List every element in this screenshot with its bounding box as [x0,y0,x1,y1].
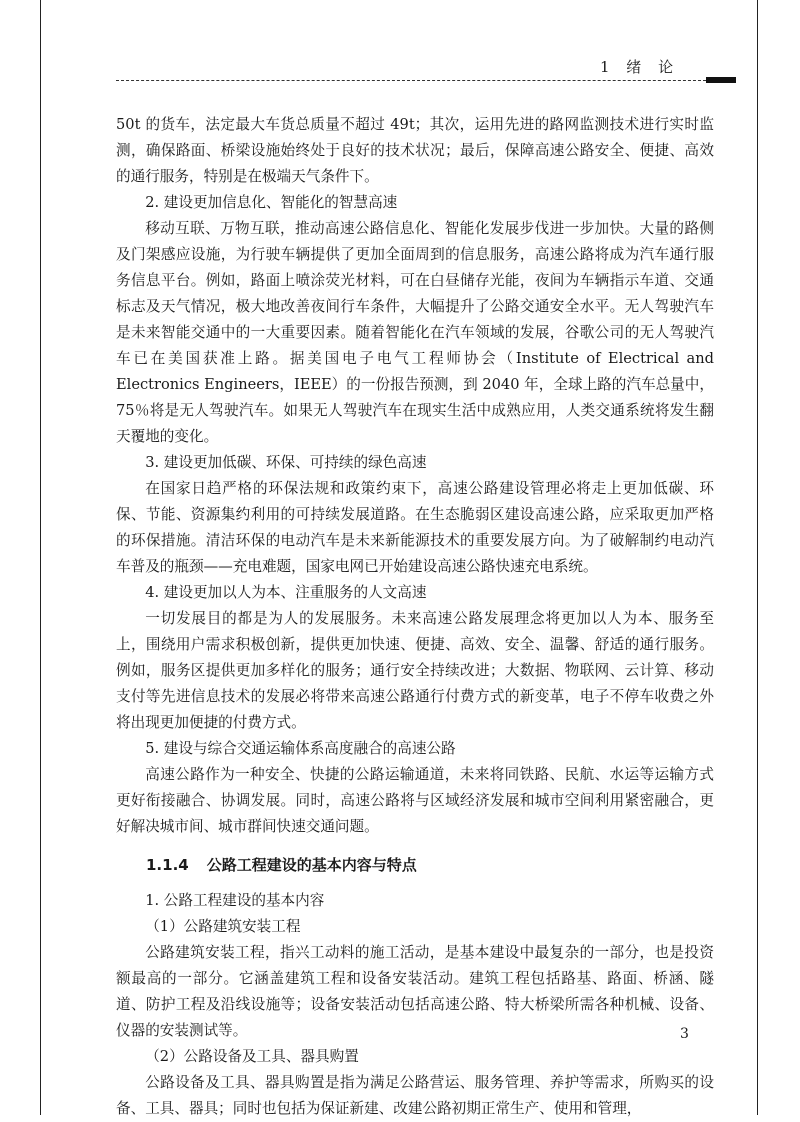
list-heading: 3. 建设更加低碳、环保、可持续的绿色高速 [145,454,427,471]
page-number: 3 [680,1026,689,1042]
subsection-heading: （2）公路设备及工具、器具购置 [145,1048,359,1065]
subsection-heading: （1）公路建筑安装工程 [145,918,301,935]
section-heading [116,850,714,880]
list-heading: 4. 建设更加以人为本、注重服务的人文高速 [145,584,427,601]
subsection-heading: 1. 公路工程建设的基本内容 [145,892,325,909]
list-heading: 2. 建设更加信息化、智能化的智慧高速 [145,194,398,211]
body-text [116,112,714,1122]
paragraph: 在国家日趋严格的环保法规和政策约束下，高速公路建设管理必将走上更加低碳、环保、节能、资源集约利用的可持续发展道路。在生态脆弱区建设高速公路，应采取更加严格的环保措施。清洁环保的电动汽车是未来新能源技术的重要发展方向。为了破解制约电动汽车普及的瓶颈——充电难题，国家电网已开始建设高速公路快速充电系统。 [116,480,714,575]
section-title: 公路工程建设的基本内容与特点 [206,856,417,874]
list-heading: 5. 建设与综合交通运输体系高度融合的高速公路 [145,740,456,757]
header-rule [116,80,706,81]
section-number: 1.1.4 [146,856,189,874]
paragraph: 公路建筑安装工程，指兴工动料的施工活动，是基本建设中最复杂的一部分，也是投资额最高的一部分。它涵盖建筑工程和设备安装活动。建筑工程包括路基、路面、桥涵、隧道、防护工程及沿线设施等；设备安装活动包括高速公路、特大桥梁所需各种机械、设备、仪器的安装测试等。 [116,944,714,1039]
paragraph: 移动互联、万物互联，推动高速公路信息化、智能化发展步伐进一步加快。大量的路侧及门架感应设施，为行驶车辆提供了更加全面周到的信息服务，高速公路将成为汽车通行服务信息平台。例如，路面上喷涂荧光材料，可在白昼储存光能，夜间为车辆指示车道、交通标志及天气情况，极大地改善夜间行车条件，大幅提升了公路交通安全水平。无人驾驶汽车是未来智能交通中的一大重要因素。随着智能化在汽车领域的发展，谷歌公司的无人驾驶汽车已在美国获准上路。据美国电子电气工程师协会（Institute of Electrical and Electronics Engineers，IEEE）的一份报告预测，到 2040 年，全球上路的汽车总量中，75％将是无人驾驶汽车。如果无人驾驶汽车在现实生活中成熟应用，人类交通系统将发生翻天覆地的变化。 [116,220,714,445]
paragraph: 公路设备及工具、器具购置是指为满足公路营运、服务管理、养护等需求，所购买的设备、工具、器具；同时也包括为保证新建、改建公路初期正常生产、使用和管理， [116,1074,714,1117]
paragraph: 高速公路作为一种安全、快捷的公路运输通道，未来将同铁路、民航、水运等运输方式更好衔接融合、协调发展。同时，高速公路将与区域经济发展和城市空间利用紧密融合，更好解决城市间、城市群间快速交通问题。 [116,766,714,835]
running-header: 1 绪 论 [600,58,680,76]
header-bar [706,77,736,83]
page-border-left [40,0,41,1115]
page-border-right [757,0,758,1115]
paragraph: 50t 的货车，法定最大车货总质量不超过 49t；其次，运用先进的路网监测技术进行实时监测，确保路面、桥梁设施始终处于良好的技术状况；最后，保障高速公路安全、便捷、高效的通行服务，特别是在极端天气条件下。 [116,116,714,185]
paragraph: 一切发展目的都是为人的发展服务。未来高速公路发展理念将更加以人为本、服务至上，围绕用户需求积极创新，提供更加快速、便捷、高效、安全、温馨、舒适的通行服务。例如，服务区提供更加多样化的服务；通行安全持续改进；大数据、物联网、云计算、移动支付等先进信息技术的发展必将带来高速公路通行付费方式的新变革，电子不停车收费之外将出现更加便捷的付费方式。 [116,610,714,731]
